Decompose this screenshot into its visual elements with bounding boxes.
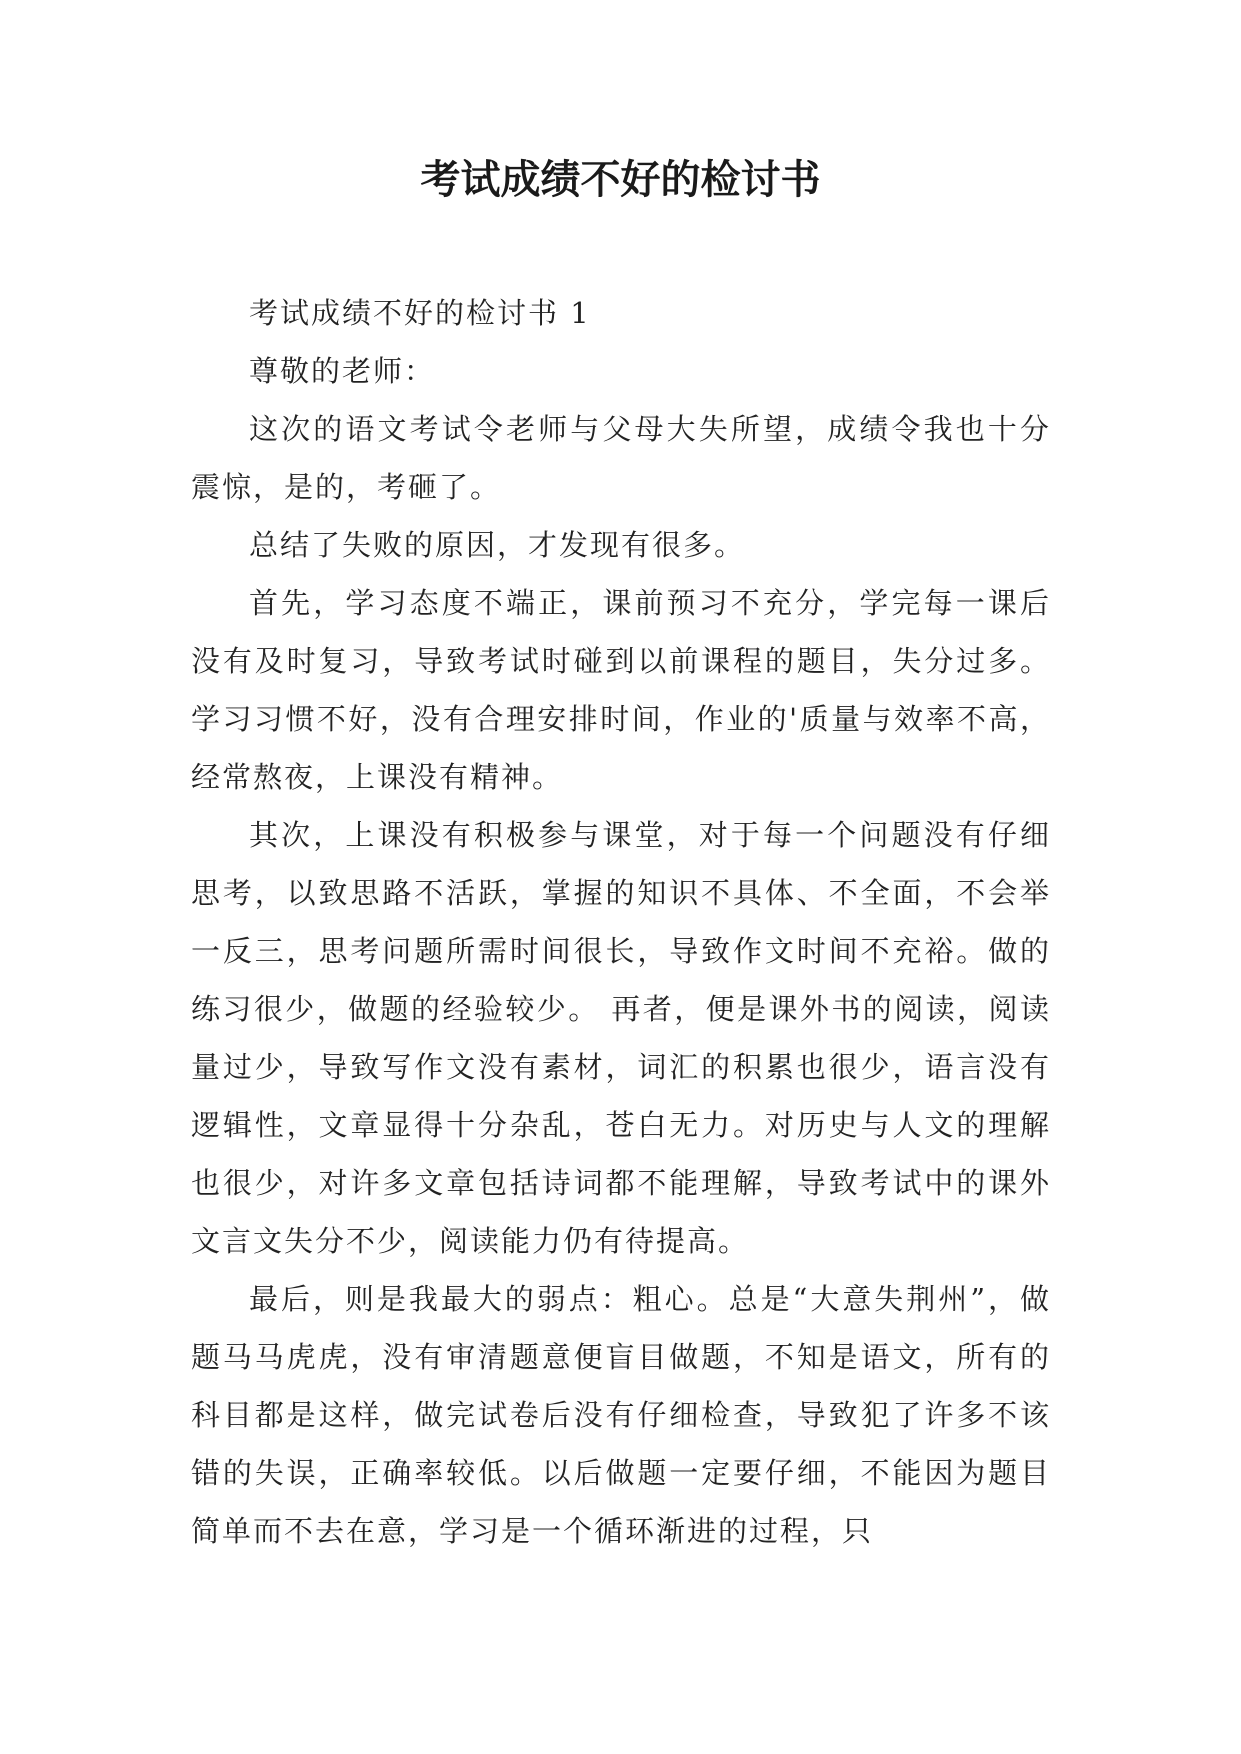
paragraph-salutation: 尊敬的老师： (249, 354, 436, 388)
paragraph: 这次的语文考试令老师与父母大失所望，成绩令我也十分震惊，是的，考砸了。 (191, 412, 1051, 504)
paragraph-heading: 考试成绩不好的检讨书 1 (249, 296, 591, 330)
document-title: 考试成绩不好的检讨书 (420, 156, 821, 203)
paragraph: 最后，则是我最大的弱点：粗心。总是“大意失荆州”，做题马马虎虎，没有审清题意便盲目做题，不知是语文，所有的科目都是这样，做完试卷后没有仔细检查，导致犯了许多不该错的失误，正确率较低。以后做题一定要仔细，不能因为题目简单而不去在意，学习是一个循环渐进的过程，只 (191, 1282, 1051, 1548)
paragraph: 总结了失败的原因，才发现有很多。 (249, 528, 746, 562)
paragraph: 其次，上课没有积极参与课堂，对于每一个问题没有仔细思考，以致思路不活跃，掌握的知识不具体、不全面，不会举一反三，思考问题所需时间很长，导致作文时间不充裕。做的练习很少，做题的经验较少。 再者，便是课外书的阅读，阅读量过少，导致写作文没有素材，词汇的积累也很少，语言没有逻辑性，文章显得十分杂乱，苍白无力。对历史与人文的理解也很少，对许多文章包括诗词都不能理解，导致考试中的课外文言文失分不少，阅读能力仍有待提高。 (191, 818, 1051, 1258)
paragraph: 首先，学习态度不端正，课前预习不充分，学完每一课后没有及时复习，导致考试时碰到以前课程的题目，失分过多。学习习惯不好，没有合理安排时间，作业的'质量与效率不高，经常熬夜，上课没有精神。 (191, 586, 1051, 794)
document-body (191, 284, 1051, 1560)
